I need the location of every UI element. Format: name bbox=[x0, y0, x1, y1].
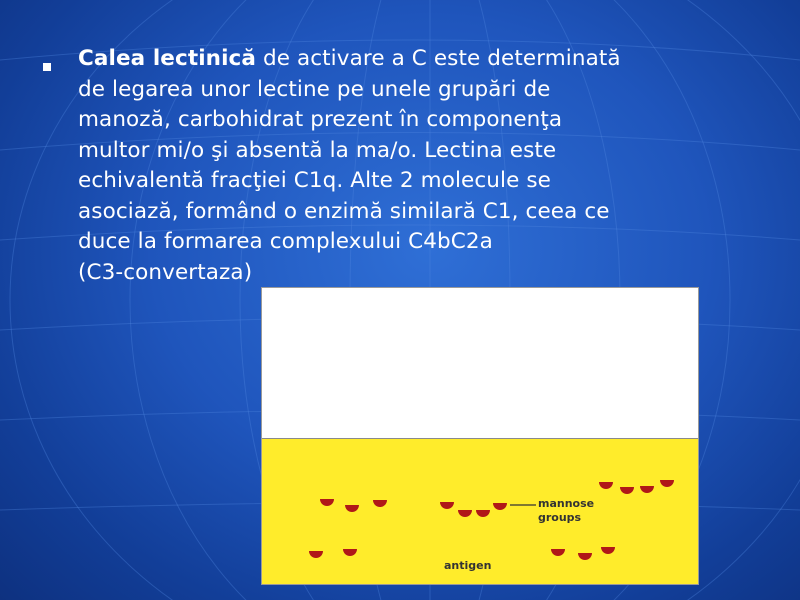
mannose-marks bbox=[309, 480, 674, 560]
mannose-group bbox=[343, 549, 357, 556]
mannose-label-line2: groups bbox=[538, 511, 582, 524]
mannose-group bbox=[640, 486, 654, 493]
mannose-group bbox=[493, 503, 507, 510]
mannose-label bbox=[538, 497, 594, 525]
antigen-surface bbox=[262, 438, 698, 585]
mannose-group bbox=[309, 551, 323, 558]
mannose-group bbox=[345, 505, 359, 512]
mannose-group bbox=[551, 549, 565, 556]
lectin-binding-figure bbox=[261, 287, 699, 585]
lectin-pathway-term: Calea lectinică bbox=[78, 46, 257, 71]
mannose-label-line1: mannose bbox=[538, 497, 595, 510]
mannose-group bbox=[660, 480, 674, 487]
slide-body-text bbox=[78, 44, 778, 288]
mannose-group bbox=[440, 502, 454, 509]
mannose-group bbox=[578, 553, 592, 560]
mannose-group bbox=[320, 499, 334, 506]
slide-paragraph: de activare a C este determinată de legarea unor lectine pe unele grupări de manoză, carbohidrat prezent în componenţa multor mi/o şi absentă la ma/o. Lectina este echivalentă fracţiei C1q. Alte 2 molecule se asociază, formând o enzimă similară C1, ceea ce duce la formarea complexului C4bC2a (C3-convertaza) bbox=[78, 46, 621, 285]
mannose-group bbox=[601, 547, 615, 554]
mannose-group bbox=[373, 500, 387, 507]
mannose-group bbox=[620, 487, 634, 494]
antigen-label: antigen bbox=[444, 559, 492, 572]
mannose-group bbox=[599, 482, 613, 489]
bullet-point bbox=[43, 63, 51, 71]
mannose-group bbox=[458, 510, 472, 517]
mannose-group bbox=[476, 510, 490, 517]
